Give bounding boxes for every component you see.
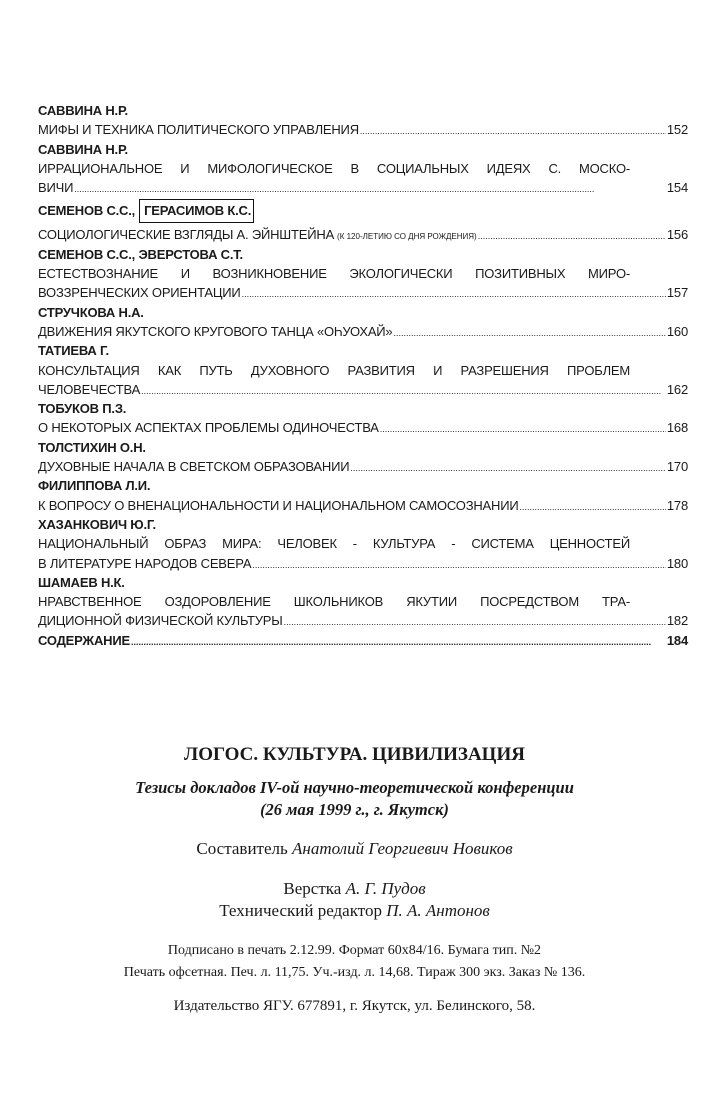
toc-title: ВИЧИ: [38, 180, 74, 196]
toc-page-number: 184: [666, 632, 688, 648]
toc-page-number: 182: [666, 613, 688, 629]
dot-leader: [380, 418, 666, 439]
toc-entry: [38, 631, 688, 650]
layout-name: А. Г. Пудов: [345, 879, 426, 898]
toc-author: ШАМАЕВ Н.К.: [38, 574, 125, 590]
toc-author: СЕМЕНОВ С.С., ЭВЕРСТОВА С.Т.: [38, 246, 243, 262]
toc-title-line: НРАВСТВЕННОЕ ОЗДОРОВЛЕНИЕ ШКОЛЬНИКОВ ЯКУТИИ ПОСРЕДСТВОМ ТРА-: [38, 594, 630, 610]
dot-leader: [520, 496, 666, 517]
imprint-line-2: Печать офсетная. Печ. л. 11,75. Уч.-изд. л. 14,68. Тираж 300 экз. Заказ № 136.: [123, 965, 586, 980]
toc-entry: [38, 178, 688, 197]
toc-entry: [38, 554, 688, 573]
toc-author: САВВИНА Н.Р.: [38, 141, 128, 157]
toc-title: ВОЗЗРЕНЧЕСКИХ ОРИЕНТАЦИИ: [38, 285, 241, 301]
toc-page-number: 154: [666, 180, 688, 196]
toc-title: В ЛИТЕРАТУРЕ НАРОДОВ СЕВЕРА: [38, 555, 252, 571]
toc-title: О НЕКОТОРЫХ АСПЕКТАХ ПРОБЛЕМЫ ОДИНОЧЕСТВА: [38, 420, 379, 436]
toc-page-number: 178: [666, 497, 688, 513]
toc-entry: [38, 322, 688, 341]
toc-page-number: 170: [666, 459, 688, 475]
toc-author: СТРУЧКОВА Н.А.: [38, 304, 144, 320]
toc-entry: [38, 225, 688, 244]
toc-title: ДВИЖЕНИЯ ЯКУТСКОГО КРУГОВОГО ТАНЦА «ОҺУОХАЙ»: [38, 323, 393, 339]
dot-leader: [393, 322, 665, 343]
toc-author: [38, 197, 688, 225]
toc-title: ДУХОВНЫЕ НАЧАЛА В СВЕТСКОМ ОБРАЗОВАНИИ: [38, 459, 350, 475]
toc-page-number: 156: [666, 227, 688, 243]
toc-title: МИФЫ И ТЕХНИКА ПОЛИТИЧЕСКОГО УПРАВЛЕНИЯ: [38, 122, 359, 138]
toc-page-number: 152: [666, 122, 688, 138]
dot-leader: [478, 225, 666, 246]
compiler-label: Составитель: [196, 839, 288, 858]
toc-author: ТАТИЕВА Г.: [38, 343, 109, 359]
toc-page-number: 162: [666, 381, 688, 397]
toc-author: ТОБУКОВ П.З.: [38, 401, 127, 417]
book-title: ЛОГОС. КУЛЬТУРА. ЦИВИЛИЗАЦИЯ: [184, 744, 525, 765]
toc-title-line: ЕСТЕСТВОЗНАНИЕ И ВОЗНИКНОВЕНИЕ ЭКОЛОГИЧЕСКИ ПОЗИТИВНЫХ МИРО-: [38, 266, 630, 282]
dot-leader: [252, 554, 666, 575]
dot-leader: [284, 611, 666, 632]
toc-page-number: 180: [666, 555, 688, 571]
toc-title: СОЦИОЛОГИЧЕСКИЕ ВЗГЛЯДЫ А. ЭЙНШТЕЙНА: [38, 227, 335, 243]
compiler-name: Анатолий Георгиевич Новиков: [292, 839, 513, 858]
toc-page-number: 160: [666, 323, 688, 339]
toc-author: ТОЛСТИХИН О.Н.: [38, 439, 146, 455]
conference-date: (26 мая 1999 г., г. Якутск): [260, 800, 449, 819]
dot-leader: [141, 380, 666, 401]
toc-author: ФИЛИППОВА Л.И.: [38, 478, 151, 494]
publisher: Издательство ЯГУ. 677891, г. Якутск, ул. Белинского, 58.: [173, 998, 536, 1014]
book-subtitle: Тезисы докладов IV-ой научно-теоретической конференции: [135, 778, 574, 797]
dot-leader: [360, 120, 666, 141]
toc-title: К ВОПРОСУ О ВНЕНАЦИОНАЛЬНОСТИ И НАЦИОНАЛЬНОМ САМОСОЗНАНИИ: [38, 497, 519, 513]
toc-entry: [38, 457, 688, 476]
toc-page-number: 157: [666, 285, 688, 301]
toc-title: СОДЕРЖАНИЕ: [38, 632, 130, 648]
toc-title-line: НАЦИОНАЛЬНЫЙ ОБРАЗ МИРА: ЧЕЛОВЕК - КУЛЬТУРА - СИСТЕМА ЦЕННОСТЕЙ: [38, 536, 630, 552]
layout-credit: [0, 879, 709, 901]
toc-entry: [38, 611, 688, 630]
dot-leader: [131, 631, 666, 652]
toc-title-note: (К 120-ЛЕТИЮ СО ДНЯ РОЖДЕНИЯ): [337, 232, 477, 242]
dot-leader: [350, 457, 666, 478]
toc-author-name: СЕМЕНОВ С.С.,: [38, 203, 136, 219]
toc-author-boxed: ГЕРАСИМОВ К.С.: [139, 199, 254, 223]
editor-name: П. А. Антонов: [386, 901, 490, 920]
toc-title: ЧЕЛОВЕЧЕСТВА: [38, 381, 141, 397]
toc-title-line: КОНСУЛЬТАЦИЯ КАК ПУТЬ ДУХОВНОГО РАЗВИТИЯ И РАЗРЕШЕНИЯ ПРОБЛЕМ: [38, 362, 630, 378]
toc-entry: [38, 380, 688, 399]
table-of-contents: [38, 101, 688, 650]
toc-author: ХАЗАНКОВИЧ Ю.Г.: [38, 516, 156, 532]
compiler-credit: [0, 839, 709, 879]
toc-entry: [38, 283, 688, 302]
editor-credit: [0, 901, 709, 943]
colophon: [0, 744, 709, 1020]
toc-page-number: 168: [666, 420, 688, 436]
toc-title-line: ИРРАЦИОНАЛЬНОЕ И МИФОЛОГИЧЕСКОЕ В СОЦИАЛЬНЫХ ИДЕЯХ С. МОСКО-: [38, 160, 630, 176]
toc-author: САВВИНА Н.Р.: [38, 103, 128, 118]
imprint-line-1: Подписано в печать 2.12.99. Формат 60х84/16. Бумага тип. №2: [167, 943, 542, 958]
toc-title: ДИЦИОННОЙ ФИЗИЧЕСКОЙ КУЛЬТУРЫ: [38, 613, 283, 629]
dot-leader: [242, 283, 666, 304]
toc-entry: [38, 120, 688, 139]
editor-label: Технический редактор: [219, 901, 382, 920]
toc-entry: [38, 418, 688, 437]
dot-leader: [74, 178, 666, 199]
layout-label: Верстка: [283, 879, 342, 898]
toc-entry: [38, 496, 688, 515]
